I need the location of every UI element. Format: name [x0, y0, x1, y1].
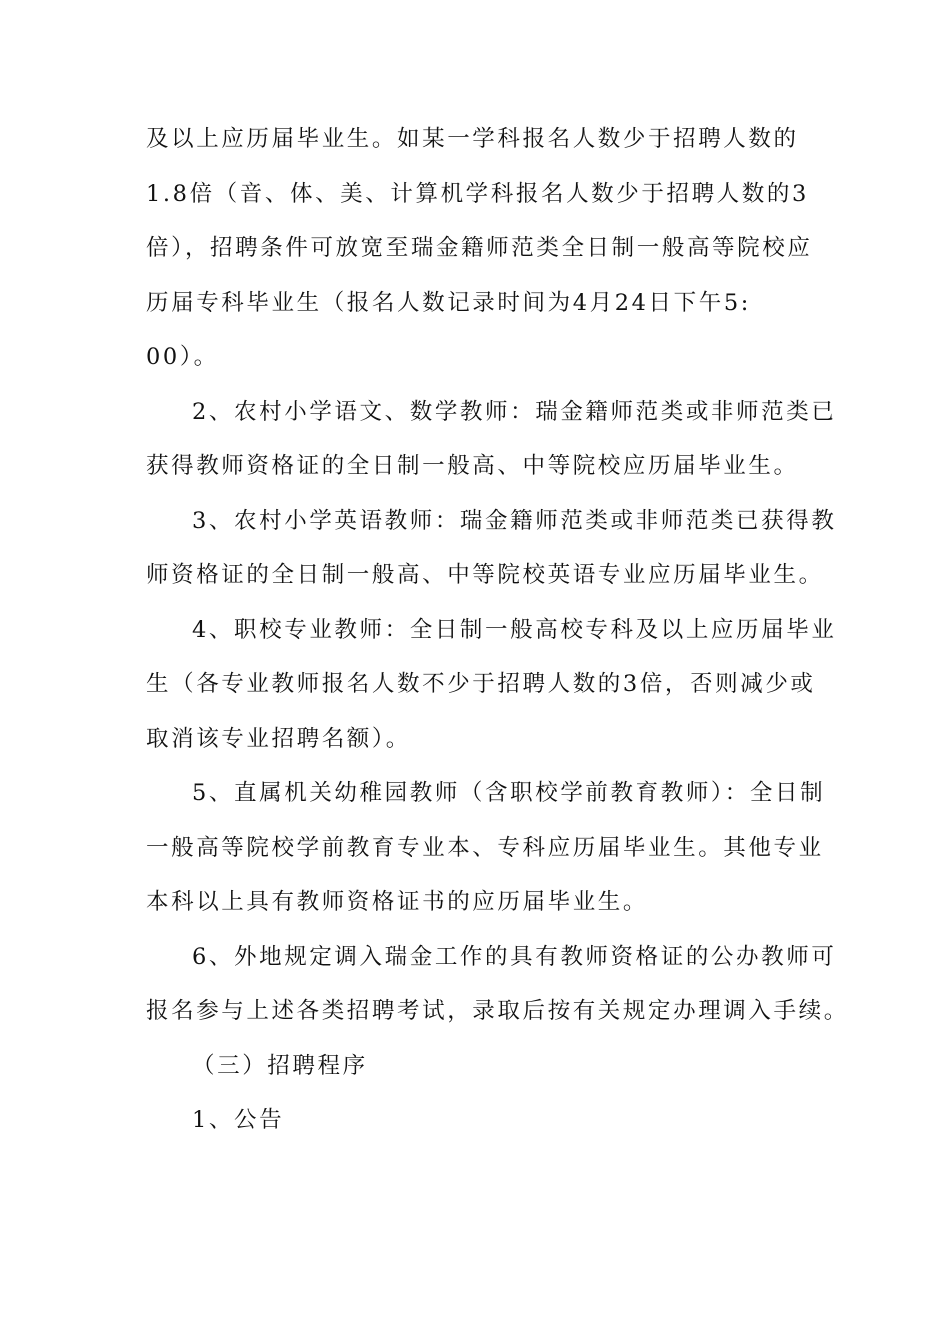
text-line: 取消该专业招聘名额）。 — [146, 725, 411, 752]
text-line: 一般高等院校学前教育专业本、专科应历届毕业生。其他专业 — [146, 834, 824, 861]
text-line: 本科以上具有教师资格证书的应历届毕业生。 — [146, 889, 649, 915]
subsection-heading: 1、公告 — [192, 1107, 285, 1133]
text-line: 师资格证的全日制一般高、中等院校英语专业应历届毕业生。 — [146, 562, 824, 588]
text-line: 倍），招聘条件可放宽至瑞金籍师范类全日制一般高等院校应 — [146, 235, 813, 261]
section-heading: （三）招聘程序 — [192, 1052, 368, 1079]
text-line: 00）。 — [146, 344, 219, 370]
paragraph-6-start: 6、外地规定调入瑞金工作的具有教师资格证的公办教师可 — [192, 943, 837, 970]
text-line: 获得教师资格证的全日制一般高、中等院校应历届毕业生。 — [146, 453, 799, 479]
text-line: 历届专科毕业生（报名人数记录时间为4月24日下午5: — [146, 289, 751, 316]
text-line: 及以上应历届毕业生。如某一学科报名人数少于招聘人数的 — [146, 126, 799, 152]
paragraph-4-start: 4、职校专业教师：全日制一般高校专科及以上应历届毕业 — [192, 616, 837, 643]
paragraph-2-start: 2、农村小学语文、数学教师：瑞金籍师范类或非师范类已 — [192, 398, 837, 425]
paragraph-5-start: 5、直属机关幼稚园教师（含职校学前教育教师）：全日制 — [192, 780, 826, 806]
text-line: 1.8倍（音、体、美、计算机学科报名人数少于招聘人数的3 — [146, 180, 809, 207]
text-line: 报名参与上述各类招聘考试，录取后按有关规定办理调入手续。 — [146, 998, 849, 1024]
paragraph-3-start: 3、农村小学英语教师：瑞金籍师范类或非师范类已获得教 — [192, 507, 837, 534]
body-text — [146, 112, 849, 1148]
text-line: 生（各专业教师报名人数不少于招聘人数的3倍，否则减少或 — [146, 671, 816, 697]
